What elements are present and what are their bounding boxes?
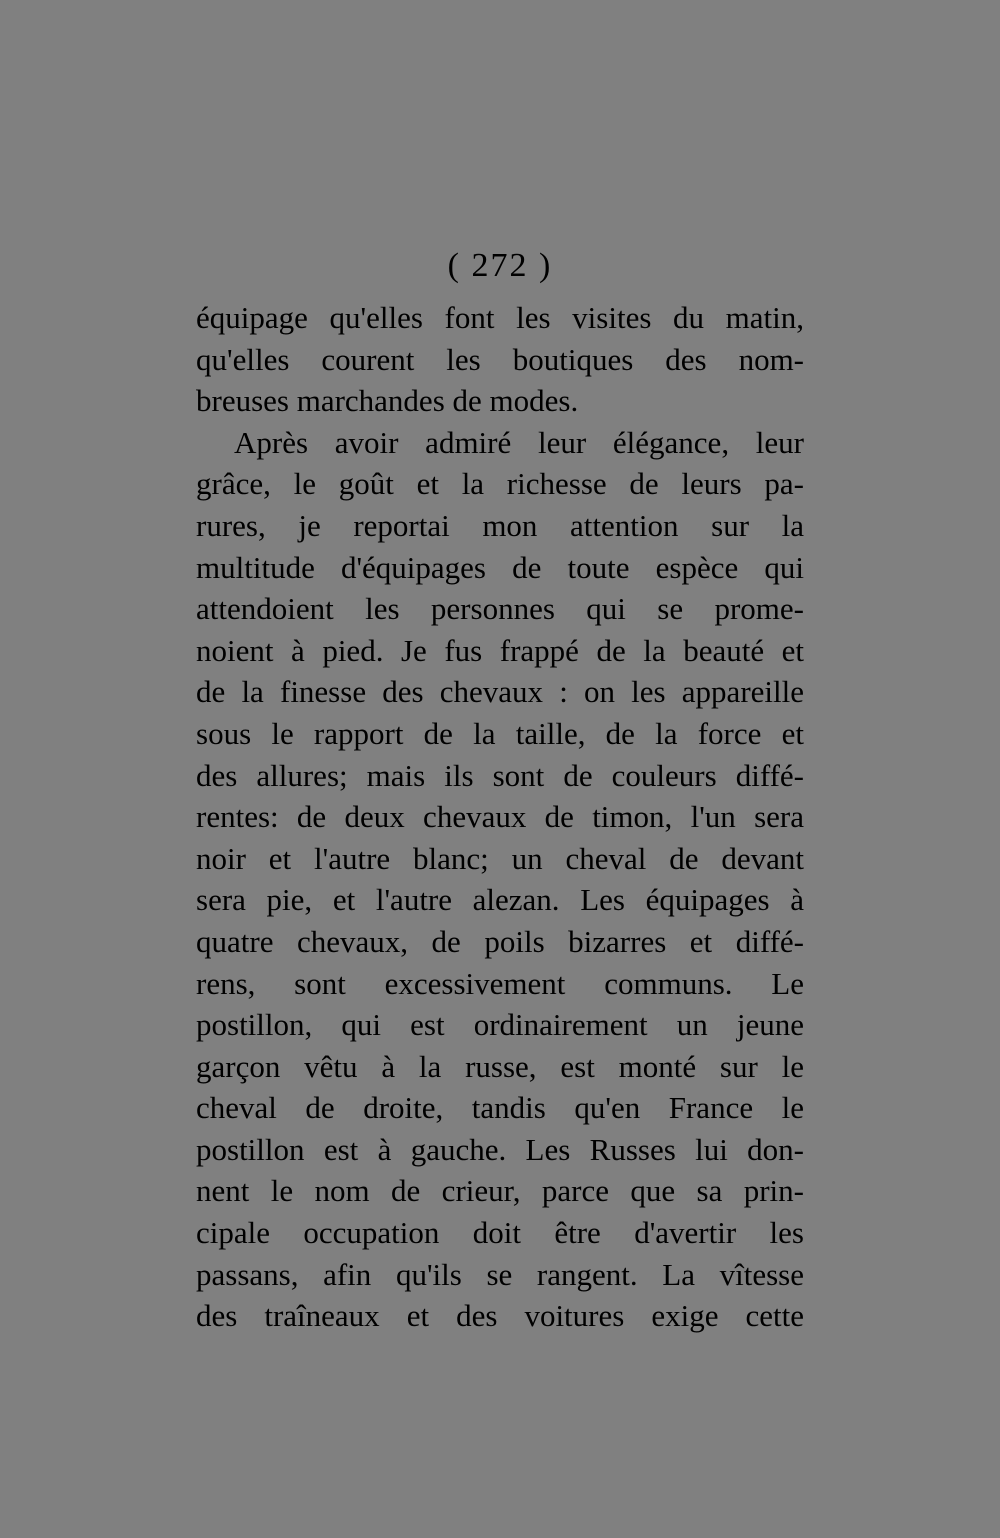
text-line: sous le rapport de la taille, de la force et: [196, 715, 804, 751]
text-line: cheval de droite, tandis qu'en France le: [196, 1090, 804, 1126]
text-line: équipage qu'elles font les visites du matin,: [196, 300, 804, 335]
text-line: Après avoir admiré leur élégance, leur: [234, 424, 804, 460]
text-line: noir et l'autre blanc; un cheval de devant: [196, 840, 804, 876]
page-number: ( 272 ): [447, 247, 553, 284]
text-line: postillon, qui est ordinairement un jeune: [196, 1007, 804, 1043]
text-line: breuses marchandes de modes.: [196, 383, 579, 419]
text-line: des allures; mais ils sont de couleurs diffé-: [196, 757, 804, 793]
text-line: noient à pied. Je fus frappé de la beauté et: [196, 632, 804, 668]
text-line: quatre chevaux, de poils bizarres et diffé-: [196, 923, 804, 959]
text-line: rentes: de deux chevaux de timon, l'un sera: [196, 799, 804, 835]
text-line: multitude d'équipages de toute espèce qui: [196, 549, 804, 585]
text-line: sera pie, et l'autre alezan. Les équipages à: [196, 882, 804, 918]
text-line: de la finesse des chevaux : on les appareille: [196, 674, 804, 710]
text-line: des traîneaux et des voitures exige cette: [196, 1298, 804, 1334]
text-line: rures, je reportai mon attention sur la: [196, 507, 804, 543]
text-line: postillon est à gauche. Les Russes lui don-: [196, 1131, 804, 1167]
text-line: grâce, le goût et la richesse de leurs pa-: [196, 466, 804, 502]
text-line: cipale occupation doit être d'avertir les: [196, 1215, 804, 1251]
body-text: [196, 297, 804, 1337]
text-line: rens, sont excessivement communs. Le: [196, 965, 804, 1001]
text-line: passans, afin qu'ils se rangent. La vîtesse: [196, 1256, 804, 1292]
text-line: qu'elles courent les boutiques des nom-: [196, 341, 804, 377]
text-line: nent le nom de crieur, parce que sa prin-: [196, 1173, 804, 1209]
text-line: garçon vêtu à la russe, est monté sur le: [196, 1048, 804, 1084]
text-line: attendoient les personnes qui se prome-: [196, 591, 804, 627]
